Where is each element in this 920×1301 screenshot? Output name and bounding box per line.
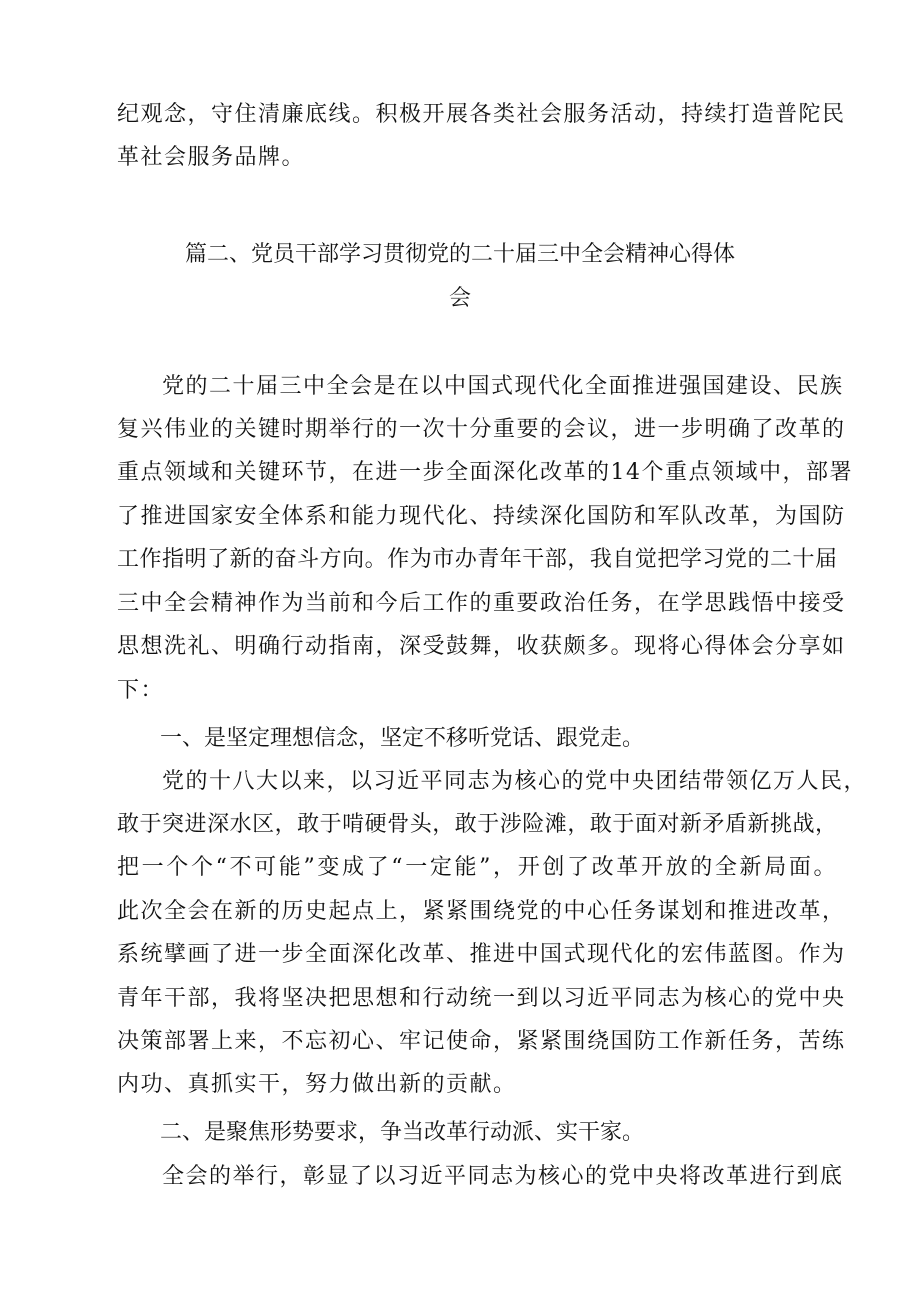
- paragraph-1-line-3: 重点领域和关键环节，在进一步全面深化改革的14个重点领域中，部署: [117, 460, 853, 485]
- subheading-1: 一、是坚定理想信念，坚定不移听党话、跟党走。: [160, 726, 645, 751]
- intro-line-1: 纪观念，守住清廉底线。积极开展各类社会服务活动，持续打造普陀民: [117, 102, 846, 127]
- subheading-2: 二、是聚焦形势要求，争当改革行动派、实干家。: [160, 1120, 645, 1145]
- paragraph-2-line-3: 把一个个“不可能”变成了“一定能”，开创了改革开放的全新局面。: [117, 855, 837, 880]
- paragraph-1-line-1: 党的二十届三中全会是在以中国式现代化全面推进强国建设、民族: [162, 374, 844, 399]
- paragraph-2-line-6: 青年干部，我将坚决把思想和行动统一到以习近平同志为核心的党中央: [117, 986, 846, 1011]
- paragraph-1-line-8: 下：: [117, 678, 165, 703]
- section-title-line-2: 会: [448, 286, 471, 311]
- paragraph-2-line-7: 决策部署上来，不忘初心、牢记使命，紧紧围绕国防工作新任务，苦练: [117, 1029, 846, 1054]
- paragraph-2-line-8: 内功、真抓实干，努力做出新的贡献。: [117, 1072, 517, 1097]
- paragraph-1-line-7: 思想洗礼、明确行动指南，深受鼓舞，收获颇多。现将心得体会分享如: [117, 634, 846, 659]
- paragraph-1-line-6: 三中全会精神作为当前和今后工作的重要政治任务，在学思践悟中接受: [117, 591, 846, 616]
- intro-line-2: 革社会服务品牌。: [117, 145, 306, 170]
- paragraph-2-line-2: 敢于突进深水区，敢于啃硬骨头，敢于涉险滩，敢于面对新矛盾新挑战，: [117, 812, 837, 837]
- section-title-line-1: 篇二、党员干部学习贯彻党的二十届三中全会精神心得体: [184, 242, 735, 267]
- paragraph-2-line-5: 系统擘画了进一步全面深化改革、推进中国式现代化的宏伟蓝图。作为: [117, 942, 846, 967]
- paragraph-1-line-5: 工作指明了新的奋斗方向。作为市办青年干部，我自觉把学习党的二十届: [117, 547, 837, 572]
- paragraph-2-line-1: 党的十八大以来，以习近平同志为核心的党中央团结带领亿万人民，: [162, 769, 868, 794]
- paragraph-1-line-4: 了推进国家安全体系和能力现代化、持续深化国防和军队改革，为国防: [117, 504, 846, 529]
- paragraph-2-line-4: 此次全会在新的历史起点上，紧紧围绕党的中心任务谋划和推进改革，: [117, 899, 846, 924]
- paragraph-3-line-1: 全会的举行，彰显了以习近平同志为核心的党中央将改革进行到底: [162, 1164, 844, 1189]
- paragraph-1-line-2: 复兴伟业的关键时期举行的一次十分重要的会议，进一步明确了改革的: [117, 417, 846, 442]
